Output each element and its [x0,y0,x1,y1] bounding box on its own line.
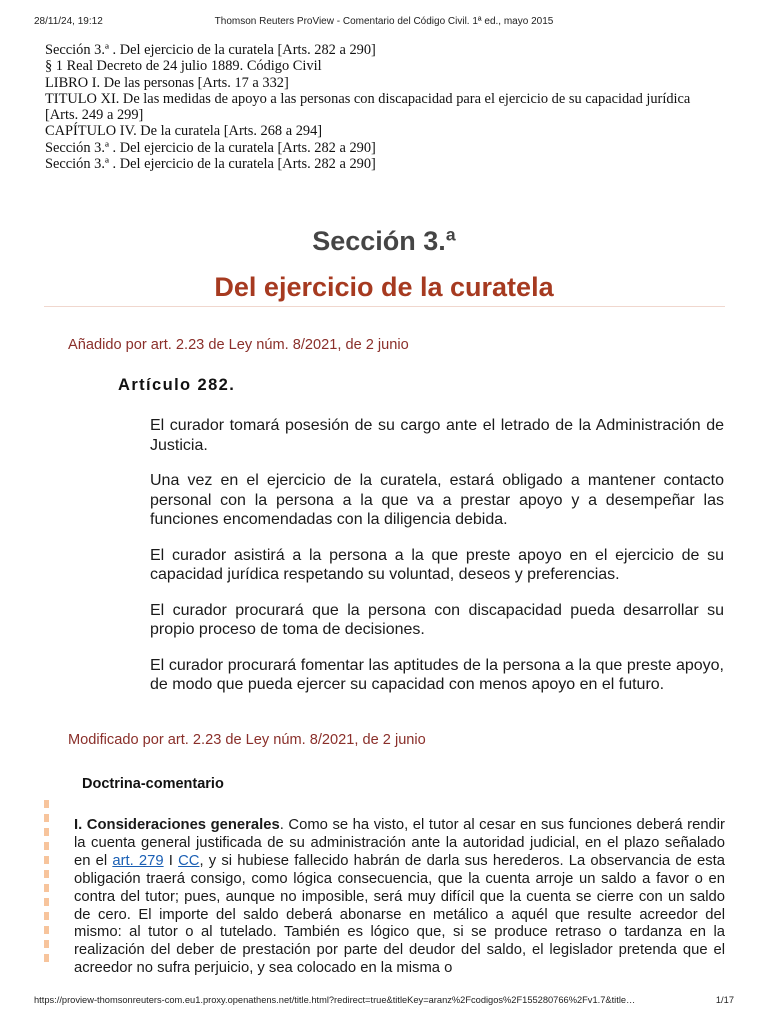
breadcrumb-item[interactable]: CAPÍTULO IV. De la curatela [Arts. 268 a 294] [45,123,323,140]
doctrina-heading: Doctrina-comentario [82,776,224,792]
commentary-lead: I. Consideraciones generales [74,817,280,833]
margin-mark [44,856,49,864]
margin-mark [44,884,49,892]
margin-mark [44,870,49,878]
print-header [34,16,734,30]
commentary-text: . Como se ha visto, el tutor al cesar en sus funciones deberá rendir la cuenta general justificada de su administración ante la autoridad judicial, en el plazo señalado en el [74,817,725,869]
section-title: Del ejercicio de la curatela [214,272,554,302]
breadcrumb-item[interactable]: § 1 Real Decreto de 24 julio 1889. Código Civil [45,58,322,75]
margin-mark [44,926,49,934]
margin-mark [44,940,49,948]
commentary-text: I [163,852,179,869]
margin-mark [44,800,49,808]
article-paragraph: Una vez en el ejercicio de la curatela, estará obligado a mantener contacto personal con la persona a la que va a prestar apoyo y a desempeñar las funciones encomendadas con la diligencia debida. [150,472,724,528]
breadcrumb-item[interactable]: Sección 3.ª . Del ejercicio de la curatela [Arts. 282 a 290] [45,42,376,58]
modified-note: Modificado por art. 2.23 de Ley núm. 8/2021, de 2 junio [68,732,426,748]
article-paragraph: El curador procurará fomentar las aptitudes de la persona a la que preste apoyo, de modo que pueda ejercer su capacidad con menos apoyo en el futuro. [150,656,724,693]
section-number: Sección 3.ª [312,226,456,256]
print-footer [34,995,734,1009]
breadcrumb-item[interactable]: LIBRO I. De las personas [Arts. 17 a 332] [45,74,289,91]
breadcrumb-item[interactable]: TITULO XI. De las medidas de apoyo a las personas con discapacidad para el ejercicio de su capacidad jurídica [Arts. 249 a 299] [45,90,691,124]
commentary-text: , y si hubiese fallecido habrán de darla sus herederos. La observancia de esta obligación traerá consigo, como lógica consecuencia, que la cuenta arroje un saldo a favor o en contra del tutor; pues, aunque no imposible, será muy difícil que la cuenta se cierre con un saldo de cero. El importe del saldo deberá abonarse en metálico a aquél que resulte acreedor del mismo: al tutor o al tutelado. También es lógico que, si se produce retraso o tardanza en la realización del deber de prestación por parte del deudor del saldo, el legislador pretenda que el acreedor no sufra perjuicio, y sea colocado en la misma o [74,852,725,977]
codigo-civil-link[interactable]: CC [178,852,200,869]
doctrina-commentary [74,817,725,980]
article-279-link[interactable]: art. 279 [112,852,164,869]
margin-mark [44,842,49,850]
print-url: https://proview-thomsonreuters-com.eu1.proxy.openathens.net/title.html?redirect=true&titleKey=aranz%2Fcodigos%2F155280766%2Fv1.7&title… [34,995,636,1005]
margin-mark [44,898,49,906]
breadcrumb-item[interactable]: Sección 3.ª . Del ejercicio de la curatela [Arts. 282 a 290] [45,139,376,156]
margin-mark [44,912,49,920]
annotation-margin-marks [44,800,49,980]
added-note: Añadido por art. 2.23 de Ley núm. 8/2021, de 2 junio [68,337,409,353]
breadcrumb [45,42,725,172]
print-document-title: Thomson Reuters ProView - Comentario del Código Civil. 1ª ed., mayo 2015 [214,16,554,27]
margin-mark [44,954,49,962]
article-paragraph: El curador tomará posesión de su cargo ante el letrado de la Administración de Justicia. [150,417,724,454]
margin-mark [44,828,49,836]
article-body [150,416,724,711]
breadcrumb-item[interactable]: Sección 3.ª . Del ejercicio de la curatela [Arts. 282 a 290] [45,156,376,173]
print-datetime: 28/11/24, 19:12 [34,16,103,27]
page-counter: 1/17 [715,995,734,1005]
article-paragraph: El curador procurará que la persona con discapacidad pueda desarrollar su propio proceso de toma de decisiones. [150,601,724,638]
article-paragraph: El curador asistirá a la persona a la que preste apoyo en el ejercicio de su capacidad jurídica respetando su voluntad, deseos y preferencias. [150,546,724,583]
article-title: Artículo 282. [118,376,236,394]
section-divider [44,306,725,307]
margin-mark [44,814,49,822]
